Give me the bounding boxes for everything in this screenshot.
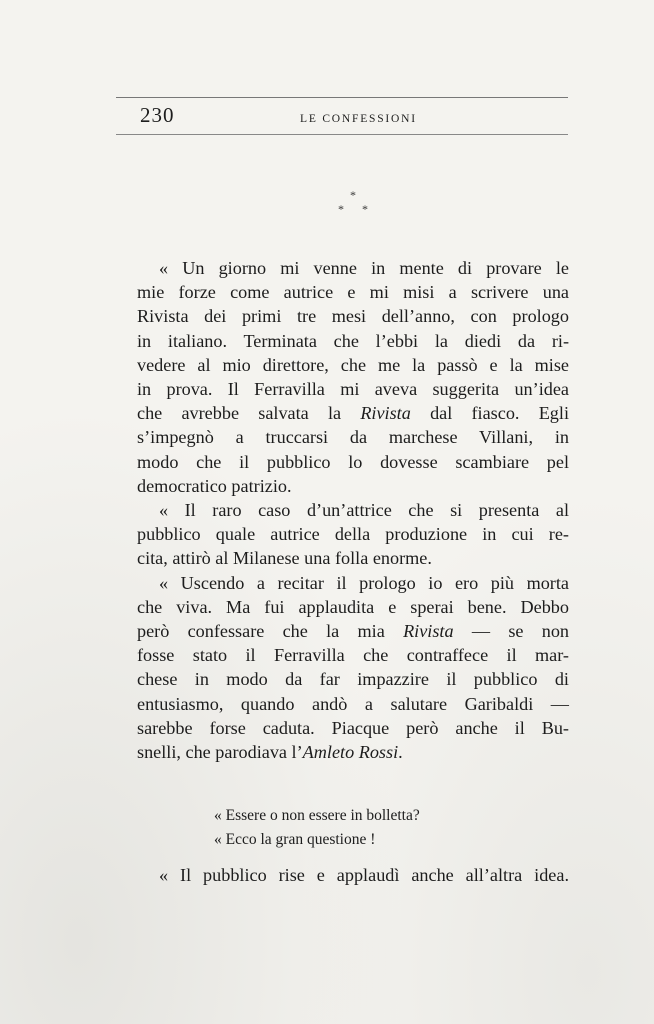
- asterism: [335, 188, 375, 220]
- paragraph-1-line-8: s’impegnò a truccarsi da marchese Villani, in: [137, 427, 569, 448]
- paragraph-2-line-1: « Il raro caso d’un’attrice che si presenta al: [159, 500, 569, 521]
- body-text: [137, 256, 569, 764]
- asterism-star-top: *: [350, 188, 356, 202]
- line-7-part-2: dal fiasco. Egli: [430, 403, 570, 424]
- line-7-part-1: che avrebbe salvata la: [137, 403, 342, 424]
- line-8-period: .: [398, 742, 403, 763]
- header-rule-top: [116, 97, 568, 98]
- paragraph-3-line-3: [137, 619, 569, 643]
- asterism-star-right: *: [362, 202, 368, 216]
- line-8-part-1: snelli, che parodiava l’: [137, 742, 303, 763]
- paragraph-3-line-1: « Uscendo a recitar il prologo io ero più morta: [159, 572, 569, 593]
- paragraph-1-line-4: in italiano. Terminata che l’ebbi la diedi da ri-: [137, 330, 569, 351]
- paragraph-1-line-5: vedere al mio direttore, che me la passò e la mise: [137, 354, 569, 375]
- paragraph-2-line-3: cita, attirò al Milanese una folla enorme.: [137, 548, 432, 569]
- asterism-star-left: *: [338, 202, 344, 216]
- paragraph-3-line-5: chese in modo da far impazzire il pubblico di: [137, 669, 569, 690]
- paragraph-3-line-8: [137, 740, 569, 764]
- paragraph-3-line-2: che viva. Ma fui applaudita e sperai bene. Debbo: [137, 596, 569, 617]
- paragraph-2-line-2: pubblico quale autrice della produzione in cui re-: [137, 524, 569, 545]
- amleto-rossi-title: Amleto Rossi: [302, 742, 399, 763]
- verse-line-1: « Essere o non essere in bolletta?: [214, 807, 420, 824]
- rivista-title-1: Rivista: [360, 403, 411, 424]
- verse-line-2: « Ecco la gran questione !: [214, 831, 376, 848]
- paragraph-1-line-2: mie forze come autrice e mi misi a scrivere una: [137, 282, 569, 303]
- page-number: 230: [140, 103, 175, 127]
- header-rule-bottom: [116, 134, 568, 135]
- paragraph-3-line-6: entusiasmo, quando andò a salutare Garibaldi —: [137, 693, 569, 714]
- rivista-title-2: Rivista: [403, 621, 454, 642]
- verse-quote: [214, 804, 420, 852]
- paragraph-1-line-1: « Un giorno mi venne in mente di provare le: [159, 258, 569, 278]
- paragraph-3-line-7: sarebbe forse caduta. Piacque però anche il Bu-: [137, 717, 569, 738]
- running-head: LE CONFESSIONI: [300, 113, 417, 125]
- paragraph-1-line-9: modo che il pubblico lo dovesse scambiare pel: [137, 451, 569, 472]
- closing-line: « Il pubblico rise e applaudì anche all’altra idea.: [159, 865, 569, 885]
- line-3-part-1: però confessare che la mia: [137, 621, 385, 642]
- line-3-part-2: — se non: [471, 621, 570, 642]
- paragraph-1-line-3: Rivista dei primi tre mesi dell’anno, con prologo: [137, 306, 569, 327]
- paragraph-1-line-6: in prova. Il Ferravilla mi aveva suggerita un’idea: [137, 379, 569, 400]
- paragraph-3-line-4: fosse stato il Ferravilla che contraffece il mar-: [137, 645, 569, 666]
- paragraph-1-line-7: [137, 401, 569, 425]
- paragraph-1-line-10: democratico patrizio.: [137, 475, 292, 496]
